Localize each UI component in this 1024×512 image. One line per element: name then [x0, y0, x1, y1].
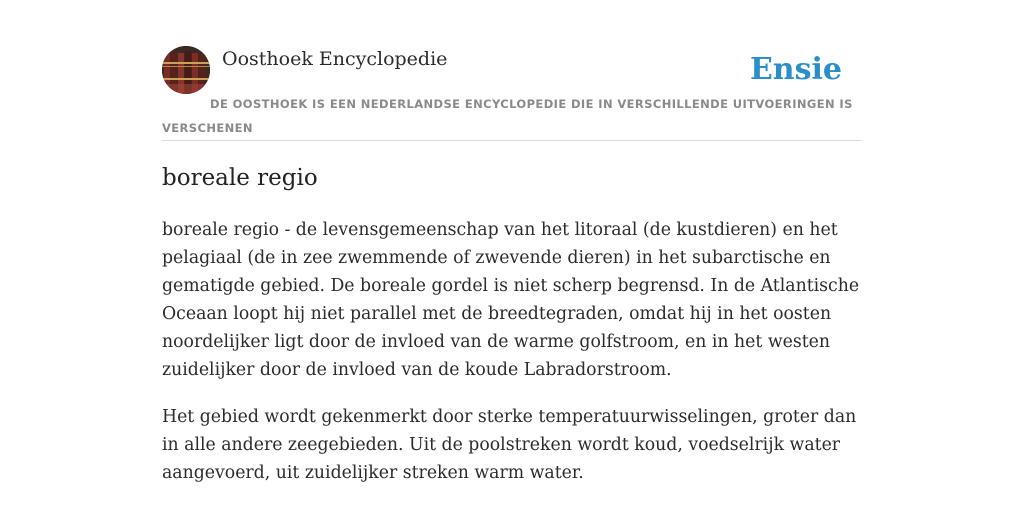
article-paragraph: boreale regio - de levensgemeenschap van het litoraal (de kustdieren) en het pelagiaal (de in zee zwemmende of zwevende dieren) in het subarctische en gematigde gebied. De boreale gordel is niet scherp begrensd. In de Atlantische Oceaan loopt hij niet parallel met de breedtegraden, omdat hij in het oosten noordelijker ligt door de invloed van de warme golfstroom, en in het westen zuidelijker door de invloed van de koude Labradorstroom.	[162, 220, 860, 380]
site-tagline: DE OOSTHOEK IS EEN NEDERLANDSE ENCYCLOPEDIE DIE IN VERSCHILLENDE UITVOERINGEN IS VERSCHENEN	[162, 97, 853, 135]
article-paragraph: Het gebied wordt gekenmerkt door sterke temperatuurwisselingen, groter dan in alle andere zeegebieden. Uit de poolstreken wordt koud, voedselrijk water aangevoerd, uit zuidelijker streken warm water.	[162, 407, 857, 483]
article-title: boreale regio	[162, 165, 318, 191]
header	[162, 46, 862, 141]
brand-logo[interactable]: Ensie	[749, 52, 842, 87]
site-title[interactable]: Oosthoek Encyclopedie	[222, 48, 448, 70]
encyclopedia-books-icon[interactable]	[162, 46, 210, 94]
article-body	[162, 216, 862, 506]
